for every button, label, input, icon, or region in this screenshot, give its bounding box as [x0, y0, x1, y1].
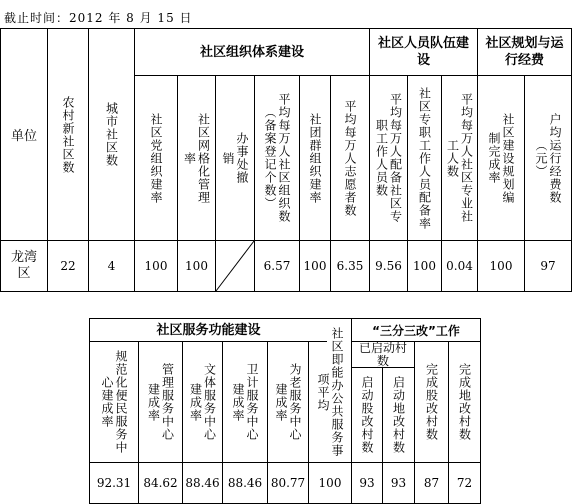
group-header-planning: 社区规划与运行经费 [485, 36, 564, 68]
col-header-social-workers: 平均每万人社区专业社工人数 [445, 93, 474, 223]
cell-funds: 97 [540, 259, 556, 273]
cell-plan-rate: 100 [489, 259, 513, 273]
group-header-org-system: 社区组织体系建设 [199, 44, 304, 60]
cell-shares: 93 [359, 476, 375, 490]
col-header-mgmt: 管理服务中心建成率 [146, 363, 175, 441]
cell-party: 100 [144, 259, 168, 273]
cell-urban: 4 [107, 259, 116, 273]
cell-unit: 龙湾区 [10, 250, 37, 281]
col-header-culture: 文体服务中心建成率 [188, 363, 217, 441]
cell-office [216, 241, 254, 291]
cell-norm: 92.31 [96, 476, 132, 490]
col-header-land: 启动地改村数 [391, 376, 406, 454]
cutoff-date: 截止时间：2012 年 8 月 15 日 [4, 11, 193, 25]
col-header-shares: 启动股改村数 [360, 376, 374, 454]
cell-elder: 80.77 [270, 476, 306, 490]
cell-social-workers: 0.04 [446, 259, 473, 273]
col-header-office: 办事处撤销 [221, 132, 249, 184]
col-header-done-shares: 完成股改村数 [424, 363, 439, 441]
col-header-norm: 规范化便民服务中心建成率 [100, 350, 128, 454]
col-header-done-land: 完成地改村数 [457, 363, 472, 441]
cell-land: 93 [390, 476, 407, 490]
cell-grid: 100 [185, 259, 208, 273]
col-header-public: 社区即能办公共服务事项平均 [316, 327, 344, 457]
col-header-rural: 农村新社区数 [61, 95, 75, 174]
col-header-volunteer: 平均每万人志愿者数 [343, 99, 357, 217]
cell-pro-staff: 100 [413, 259, 436, 273]
cell-done-shares: 87 [423, 476, 440, 490]
cell-culture: 88.46 [185, 476, 220, 490]
col-header-plan-rate: 社区建设规划编制完成率 [487, 112, 515, 204]
group-header-reform: “三分三改”工作 [372, 323, 460, 338]
group-header-service: 社区服务功能建设 [156, 322, 261, 338]
cell-volunteer: 6.35 [336, 259, 364, 273]
cell-public: 100 [318, 476, 342, 490]
col-header-avg-staff: 平均每万人配备社区专职工作人员数 [374, 93, 403, 223]
cell-group: 100 [303, 259, 327, 273]
col-header-orgs: 平均每万人社区组织数（备案登记个数） [263, 93, 291, 223]
cell-health: 88.46 [227, 476, 263, 490]
cell-orgs: 6.57 [263, 259, 291, 273]
col-header-health: 卫计服务中心建成率 [231, 363, 259, 441]
cell-done-land: 72 [456, 476, 473, 490]
group-header-started: 已启动村数 [358, 340, 407, 368]
col-header-pro-staff: 社区专职工作人员配备率 [417, 86, 432, 230]
cell-mgmt: 84.62 [143, 476, 178, 490]
col-header-unit: 单位 [10, 129, 37, 144]
col-header-funds: 户均运行经费数（元） [534, 112, 562, 204]
col-header-group: 社团群组织建率 [308, 112, 322, 204]
col-header-urban: 城市社区数 [104, 102, 119, 167]
group-header-staff: 社区人员队伍建设 [377, 36, 469, 68]
col-header-grid: 社区网格化管理率 [182, 112, 211, 204]
cell-rural: 22 [60, 259, 76, 273]
cell-avg-staff: 9.56 [375, 259, 402, 273]
col-header-elder: 为老服务中心建成率 [274, 363, 302, 441]
col-header-party: 社区党组织建率 [149, 112, 163, 204]
